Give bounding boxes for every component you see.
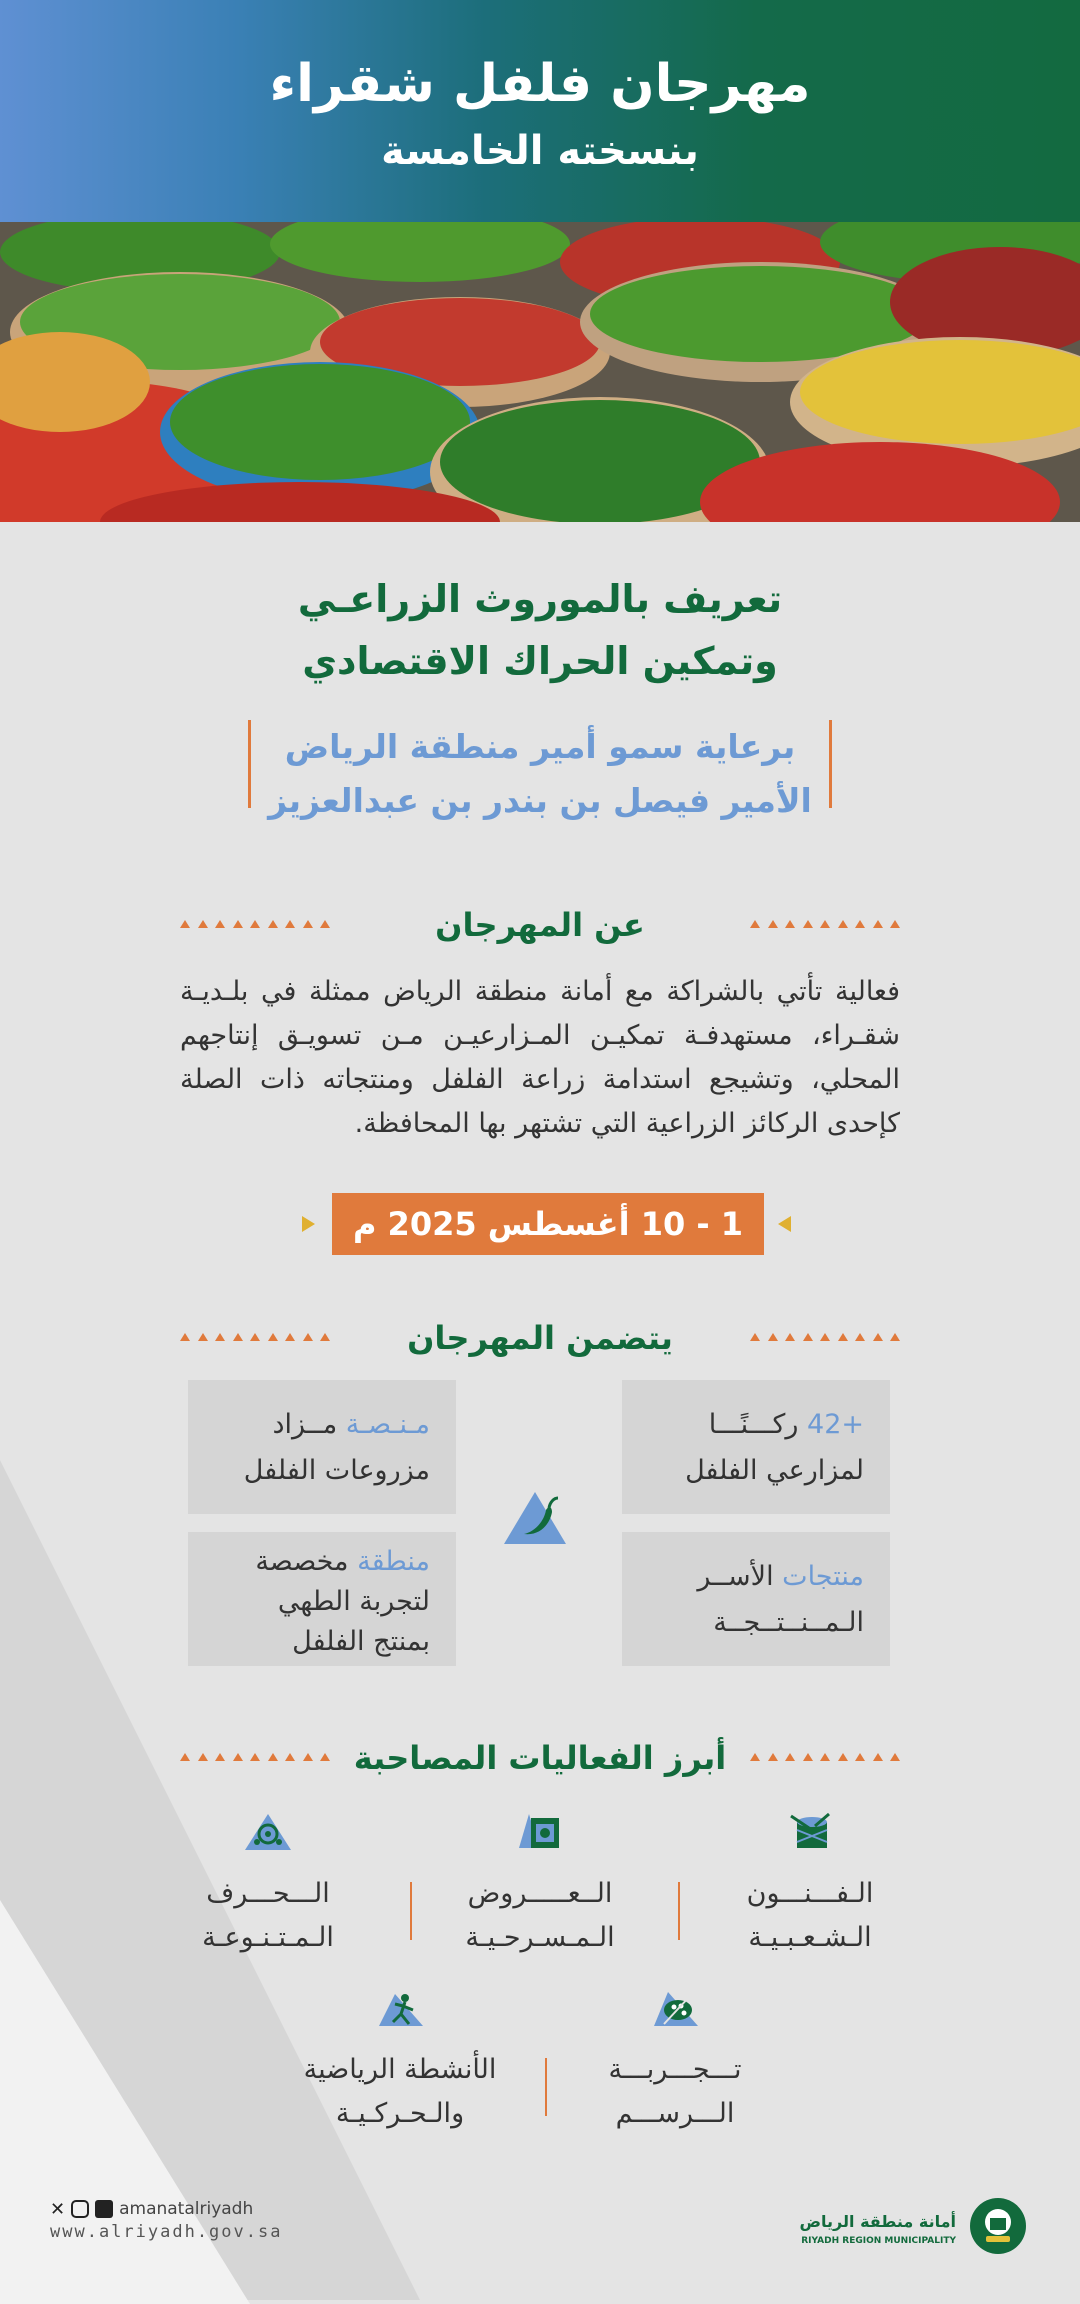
activity-theater (440, 1812, 640, 1960)
drum-icon (710, 1812, 910, 1866)
activity-sports (300, 1988, 500, 2136)
municipality-emblem-icon (968, 2196, 1028, 2256)
card-highlight: منطقة (357, 1546, 430, 1577)
activity-line-2: الـــرســـم (615, 2098, 735, 2129)
municipality-name-en: RIYADH REGION MUNICIPALITY (801, 2236, 956, 2246)
website-url[interactable]: www.alriyadh.gov.sa (50, 2222, 283, 2242)
activity-line-2: والـحـركـيـة (335, 2098, 465, 2129)
feature-card-family-products (622, 1532, 890, 1666)
festival-date: 1 - 10 أغسطس 2025 م (332, 1193, 764, 1255)
card-line-1: الأســر (697, 1561, 783, 1592)
about-heading: عن المهرجان (435, 906, 645, 944)
patronage-line-1: برعاية سمو أمير منطقة الرياض (284, 727, 796, 766)
card-line-1: مخصصة (255, 1546, 358, 1577)
activity-line-1: الأنشطة الرياضية (303, 2054, 497, 2085)
decorative-triangles (180, 1753, 330, 1765)
tagline-line-2: وتمكين الحراك الاقتصادي (302, 639, 778, 683)
theater-icon (440, 1812, 640, 1866)
divider (678, 1882, 680, 1940)
card-line-1: مــزاد (272, 1409, 346, 1440)
sports-icon (300, 1988, 500, 2042)
includes-heading-row (180, 1313, 900, 1363)
card-highlight: +42 (807, 1409, 864, 1440)
divider (545, 2058, 547, 2116)
feature-card-cooking-area (188, 1532, 456, 1666)
arrow-left-icon (778, 1216, 791, 1232)
feature-card-auction (188, 1380, 456, 1514)
tagline-line-1: تعريف بالموروث الزراعـي (297, 577, 783, 621)
festival-title: مهرجان فلفل شقراء (269, 54, 811, 114)
activity-line-2: الـمـسـرحـيـة (465, 1922, 615, 1953)
decorative-triangles (180, 1333, 330, 1345)
patronage-line-2: الأمير فيصل بن بندر بن عبدالعزيز (268, 781, 812, 820)
card-line-2: لمزارعي الفلفل (685, 1455, 864, 1486)
pepper-icon (500, 1488, 570, 1552)
activity-line-2: الـشـعـبـيـة (748, 1922, 872, 1953)
pepper-market-photo (0, 222, 1080, 522)
tagline (0, 568, 1080, 692)
feature-card-booths (622, 1380, 890, 1514)
card-line-3: بمنتج الفلفل (292, 1626, 430, 1657)
crafts-icon (168, 1812, 368, 1866)
activities-heading-row (180, 1733, 900, 1783)
header-banner (0, 0, 1080, 222)
activity-line-1: الـفـــنـــون (746, 1878, 874, 1909)
social-handle[interactable]: amanatalriyadh (119, 2199, 254, 2219)
decorative-triangles (180, 920, 330, 932)
about-text: فعالية تأتي بالشراكة مع أمانة منطقة الرياض ممثلة في بلـديـة شقـراء، مستهدفـة تمكيـن المـزارعيـن مـن تسويـق إنتاجهم المحلي، وتشيجع استدامة زراعة الفلفل ومنتجاته ذات الصلة كإحدى الركائز الزراعية التي تشتهر بها المحافظة. (180, 976, 900, 1139)
card-line-2: الـمــنــتــجــة (713, 1607, 864, 1638)
activity-crafts (168, 1812, 368, 1960)
municipality-name-ar: أمانة منطقة الرياض (799, 2212, 956, 2231)
card-line-2: لتجربة الطهي (277, 1586, 430, 1617)
social-footer (50, 2196, 300, 2266)
patronage (248, 720, 832, 820)
card-highlight: منتجات (782, 1561, 864, 1592)
activities-heading: أبرز الفعاليات المصاحبة (353, 1739, 727, 1777)
snapchat-icon (95, 2200, 113, 2218)
card-highlight: مـنـصـة (345, 1409, 430, 1440)
activity-line-1: الــعـــــروض (467, 1878, 613, 1909)
activity-line-1: الـــحـــرف (206, 1878, 330, 1909)
x-icon: ✕ (50, 2198, 66, 2220)
festival-edition: بنسخته الخامسة (381, 128, 699, 174)
activity-drawing (575, 1988, 775, 2136)
activity-folk-arts (710, 1812, 910, 1960)
includes-heading: يتضمن المهرجان (407, 1319, 673, 1357)
card-line-2: مزروعات الفلفل (243, 1455, 430, 1486)
activity-line-1: تـــجـــربـــة (608, 2054, 742, 2085)
card-line-1: ركـــنًـــا (708, 1409, 808, 1440)
divider (410, 1882, 412, 1940)
municipality-logo (798, 2196, 1028, 2266)
palette-icon (575, 1988, 775, 2042)
about-heading-row (180, 900, 900, 950)
instagram-icon (71, 2200, 89, 2218)
activity-line-2: الـمـتـنـوعـة (202, 1922, 334, 1953)
arrow-right-icon (302, 1216, 315, 1232)
